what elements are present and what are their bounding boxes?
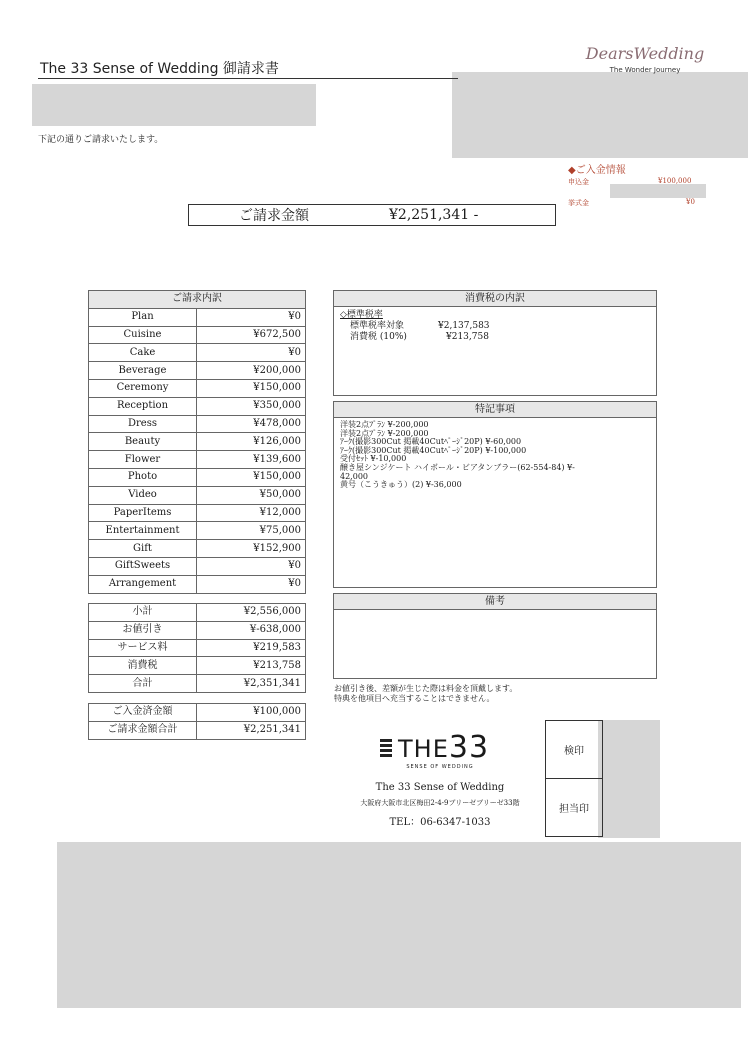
logo-number: 33: [448, 730, 490, 765]
note-line: 42,000: [340, 471, 368, 481]
final-table: [88, 703, 306, 740]
remarks-panel-header: 備考: [334, 594, 656, 610]
note-line: 黄号（こうきゅう）(2) ¥-36,000: [340, 480, 462, 490]
table-row: サービス料 ¥219,583: [89, 639, 306, 657]
notes-panel-header: 特記事項: [334, 402, 656, 418]
payment-info-title: ◆ご入金情報: [568, 165, 626, 176]
table-row: Flower ¥139,600: [89, 451, 306, 469]
table-row: 消費税 ¥213,758: [89, 657, 306, 675]
payment-row-value: ¥100,000: [658, 177, 692, 185]
brand-logo: DearsWedding: [585, 44, 705, 63]
table-row: Cuisine ¥672,500: [89, 326, 306, 344]
table-row: 小計 ¥2,556,000: [89, 604, 306, 622]
table-row: ご入金済金額 ¥100,000: [89, 704, 306, 722]
discount-notice: お値引き後、差額が生じた際は料金を頂戴します。 特典を他項目へ充当することはできません。: [334, 684, 518, 703]
logo-subtitle: SENSE OF WEDDING: [406, 764, 474, 770]
table-row: Video ¥50,000: [89, 486, 306, 504]
company-logo: [380, 730, 489, 765]
payment-row-label: 申込金: [568, 178, 589, 186]
tax-panel-header: 消費税の内訳: [334, 291, 656, 307]
table-row: 合計 ¥2,351,341: [89, 675, 306, 693]
title-underline: [38, 78, 458, 79]
table-row: Reception ¥350,000: [89, 397, 306, 415]
tax-panel-body: [334, 307, 656, 346]
notes-panel: [333, 401, 657, 588]
redacted-venue-info: [452, 72, 748, 158]
invoice-title: The 33 Sense of Wedding 御請求書: [40, 61, 279, 77]
company-name: The 33 Sense of Wedding: [375, 782, 505, 793]
table-row: Ceremony ¥150,000: [89, 379, 306, 397]
table-row: Beverage ¥200,000: [89, 362, 306, 380]
table-row: ご請求金額合計 ¥2,251,341: [89, 721, 306, 739]
table-row: PaperItems ¥12,000: [89, 504, 306, 522]
redacted-footer: [57, 842, 741, 1008]
stamp-person: 担当印: [546, 779, 603, 837]
table-row: Gift ¥152,900: [89, 540, 306, 558]
note-line: 醸き屋シンジケート ハイボール・ビアタンブラー(62-554-84) ¥-: [340, 462, 575, 472]
tax-section-label: ◇標準税率: [340, 310, 383, 320]
company-tel: TEL：06-6347-1033: [389, 817, 491, 828]
payment-row-label: 挙式金: [568, 199, 589, 207]
intro-text: 下記の通りご請求いたします。: [38, 135, 164, 145]
total-amount-value: ¥2,251,341 -: [389, 207, 479, 223]
tax-row: 標準税率対象 ¥2,137,583: [350, 321, 490, 331]
note-line: 受付ｾｯﾄ ¥-10,000: [340, 454, 407, 464]
note-line: 洋装2点ﾌﾟﾗﾝ ¥-200,000: [340, 428, 429, 438]
summary-table: [88, 603, 306, 693]
company-address: 大阪府大阪市北区梅田2-4-9ブリーゼブリーゼ33階: [360, 799, 520, 807]
tax-row: 消費税 (10%) ¥213,758: [350, 332, 489, 342]
tax-panel: [333, 290, 657, 396]
note-line: ｱｰｸ(撮影300Cut 掲載40Cutﾍﾟｰｼﾞ20P) ¥-60,000: [340, 437, 522, 447]
table-row: Dress ¥478,000: [89, 415, 306, 433]
note-line: ｱｰｸ(撮影300Cut 掲載40Cutﾍﾟｰｼﾞ20P) ¥-100,000: [340, 445, 527, 455]
table-row: お値引き ¥-638,000: [89, 621, 306, 639]
stamp-inspect: 検印: [546, 721, 603, 779]
total-amount-box: [188, 204, 556, 226]
table-row: Cake ¥0: [89, 344, 306, 362]
breakdown-header: ご請求内訳: [89, 291, 306, 309]
total-amount-label: ご請求金額: [239, 208, 309, 224]
table-row: Plan ¥0: [89, 308, 306, 326]
table-row: Photo ¥150,000: [89, 468, 306, 486]
notes-panel-body: [334, 418, 656, 493]
table-row: GiftSweets ¥0: [89, 557, 306, 575]
table-row: Entertainment ¥75,000: [89, 522, 306, 540]
table-row: Beauty ¥126,000: [89, 433, 306, 451]
redacted-stamp-area: [598, 720, 660, 838]
brand-tagline: The Wonder Journey: [609, 66, 681, 74]
stamp-table: [545, 720, 603, 837]
logo-word: THE: [398, 735, 449, 763]
redacted-customer-name: [32, 84, 316, 126]
payment-row-value: ¥0: [686, 198, 695, 206]
remarks-panel: [333, 593, 657, 679]
breakdown-table: [88, 290, 306, 594]
table-row: Arrangement ¥0: [89, 575, 306, 593]
note-line: 洋装2点ﾌﾟﾗﾝ ¥-200,000: [340, 420, 429, 429]
logo-bars-icon: [380, 739, 392, 757]
redacted-payment-date: [610, 184, 706, 198]
